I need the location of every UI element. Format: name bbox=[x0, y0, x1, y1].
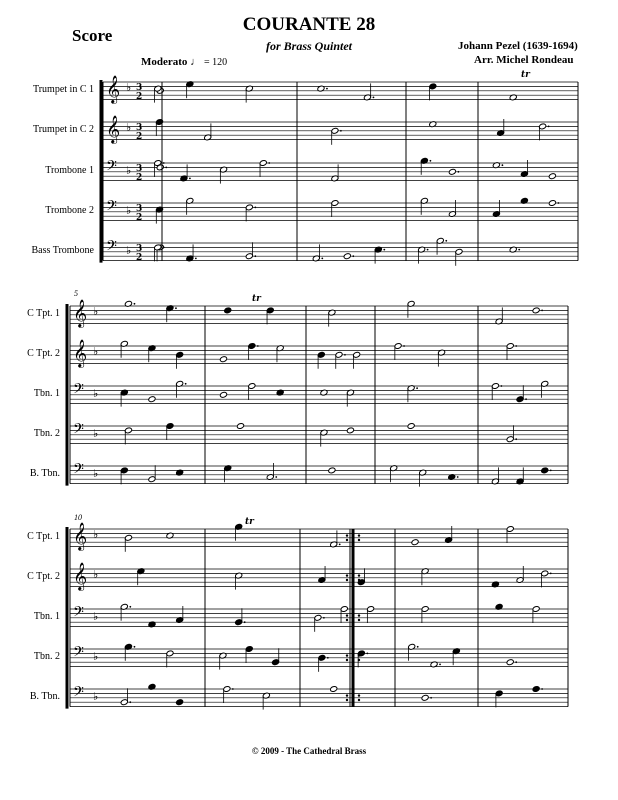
flat-icon: ♭ bbox=[126, 204, 132, 217]
dot bbox=[257, 345, 259, 347]
dot bbox=[458, 171, 460, 173]
dot bbox=[254, 255, 256, 257]
flat-icon: ♭ bbox=[93, 568, 99, 581]
repeat-dot bbox=[358, 619, 360, 621]
flat-icon: ♭ bbox=[126, 121, 132, 134]
dot bbox=[550, 470, 552, 472]
flat-icon: ♭ bbox=[93, 467, 99, 480]
bass-clef-icon: 𝄢 bbox=[106, 158, 117, 178]
repeat-dot bbox=[358, 574, 360, 576]
repeat-dot bbox=[358, 539, 360, 541]
measure-number: 10 bbox=[74, 513, 82, 522]
measure-number: 5 bbox=[74, 289, 78, 298]
treble-clef-icon: 𝄞 bbox=[73, 339, 88, 367]
dot bbox=[134, 646, 136, 648]
note-head bbox=[236, 423, 244, 430]
instrument-label: B. Tbn. bbox=[29, 468, 60, 479]
dot bbox=[558, 202, 560, 204]
dot bbox=[550, 573, 552, 575]
time-signature: 3 bbox=[136, 244, 143, 254]
note-head bbox=[411, 539, 419, 546]
note-head bbox=[219, 391, 227, 398]
flat-icon: ♭ bbox=[93, 528, 99, 541]
treble-clef-icon: 𝄞 bbox=[73, 562, 88, 590]
repeat-dot bbox=[346, 654, 348, 656]
repeat-dot bbox=[358, 654, 360, 656]
repeat-dot bbox=[358, 614, 360, 616]
repeat-dot bbox=[358, 699, 360, 701]
dot bbox=[501, 385, 503, 387]
dot bbox=[352, 255, 354, 257]
arranger-credit: Arr. Michel Rondeau bbox=[474, 54, 574, 66]
dot bbox=[373, 97, 375, 99]
dot bbox=[502, 164, 504, 166]
dot bbox=[244, 621, 246, 623]
note-head bbox=[541, 467, 549, 474]
bass-clef-icon: 𝄢 bbox=[73, 461, 84, 481]
treble-clef-icon: 𝄞 bbox=[73, 299, 88, 327]
composer-credit: Johann Pezel (1639-1694) bbox=[458, 40, 578, 52]
note-head bbox=[506, 659, 514, 666]
flat-icon: ♭ bbox=[126, 81, 132, 94]
dot bbox=[195, 258, 197, 260]
repeat-dot bbox=[346, 694, 348, 696]
instrument-label: Trumpet in C 2 bbox=[32, 124, 94, 135]
piece-title: COURANTE 28 bbox=[242, 14, 376, 35]
dot bbox=[163, 162, 165, 164]
note-head bbox=[532, 686, 540, 693]
note-head bbox=[532, 307, 540, 314]
dot bbox=[515, 661, 517, 663]
dot bbox=[254, 207, 256, 209]
note-head bbox=[548, 200, 556, 207]
time-signature: 3 bbox=[136, 83, 143, 93]
note-head bbox=[330, 686, 338, 693]
tempo-word: Moderato bbox=[141, 56, 188, 68]
instrument-label: Tbn. 1 bbox=[33, 611, 60, 622]
dot bbox=[366, 653, 368, 655]
dot bbox=[417, 646, 419, 648]
note-head bbox=[346, 427, 354, 434]
instrument-label: Trombone 1 bbox=[45, 165, 94, 176]
dot bbox=[416, 387, 418, 389]
trill-mark: tr bbox=[521, 70, 530, 80]
instrument-label: C Tpt. 2 bbox=[27, 348, 60, 359]
dot bbox=[268, 162, 270, 164]
repeat-dot bbox=[346, 534, 348, 536]
time-signature: 2 bbox=[136, 253, 143, 263]
dot bbox=[327, 657, 329, 659]
time-signature: 3 bbox=[136, 164, 143, 174]
repeat-dot bbox=[346, 619, 348, 621]
note-head bbox=[176, 699, 184, 706]
dot bbox=[457, 476, 459, 478]
note-head bbox=[407, 423, 415, 430]
instrument-label: C Tpt. 2 bbox=[27, 571, 60, 582]
note-head bbox=[148, 396, 156, 403]
bass-clef-icon: 𝄢 bbox=[73, 604, 84, 624]
bass-clef-icon: 𝄢 bbox=[106, 198, 117, 218]
dot bbox=[129, 701, 131, 703]
dot bbox=[323, 617, 325, 619]
dot bbox=[185, 383, 187, 385]
repeat-dot bbox=[346, 574, 348, 576]
time-signature: 2 bbox=[136, 213, 143, 223]
repeat-dot bbox=[358, 694, 360, 696]
dot bbox=[340, 130, 342, 132]
bass-clef-icon: 𝄢 bbox=[73, 644, 84, 664]
dot bbox=[134, 303, 136, 305]
instrument-label: Tbn. 1 bbox=[33, 388, 60, 399]
repeat-dot bbox=[358, 579, 360, 581]
flat-icon: ♭ bbox=[93, 387, 99, 400]
time-signature: 2 bbox=[136, 132, 143, 142]
repeat-dot bbox=[346, 614, 348, 616]
note-head bbox=[448, 168, 456, 175]
note-head bbox=[421, 694, 429, 701]
score-label: Score bbox=[72, 26, 113, 45]
copyright-footer: © 2009 - The Cathedral Brass bbox=[251, 746, 367, 756]
flat-icon: ♭ bbox=[93, 345, 99, 358]
treble-clef-icon: 𝄞 bbox=[106, 115, 121, 143]
flat-icon: ♭ bbox=[93, 610, 99, 623]
instrument-label: Trumpet in C 1 bbox=[32, 84, 94, 95]
trill-mark: tr bbox=[252, 294, 261, 304]
dot bbox=[275, 476, 277, 478]
dot bbox=[163, 247, 165, 249]
bass-clef-icon: 𝄢 bbox=[73, 381, 84, 401]
repeat-dot bbox=[358, 659, 360, 661]
instrument-label: C Tpt. 1 bbox=[27, 308, 60, 319]
flat-icon: ♭ bbox=[93, 305, 99, 318]
dot bbox=[427, 249, 429, 251]
bass-clef-icon: 𝄢 bbox=[106, 238, 117, 258]
trill-mark: tr bbox=[245, 517, 254, 527]
flat-icon: ♭ bbox=[93, 690, 99, 703]
dot bbox=[430, 160, 432, 162]
dot bbox=[518, 249, 520, 251]
dot bbox=[445, 240, 447, 242]
time-signature: 2 bbox=[136, 173, 143, 183]
repeat-dot bbox=[346, 539, 348, 541]
flat-icon: ♭ bbox=[126, 244, 132, 257]
dot bbox=[339, 544, 341, 546]
dot bbox=[344, 354, 346, 356]
flat-icon: ♭ bbox=[93, 650, 99, 663]
instrument-label: Tbn. 2 bbox=[33, 428, 60, 439]
treble-clef-icon: 𝄞 bbox=[73, 522, 88, 550]
dot bbox=[189, 178, 191, 180]
dot bbox=[175, 307, 177, 309]
repeat-dot bbox=[346, 699, 348, 701]
dot bbox=[232, 688, 234, 690]
note-head bbox=[224, 307, 232, 314]
quarter-note-icon: ♩ bbox=[190, 56, 202, 68]
dot bbox=[383, 249, 385, 251]
flat-icon: ♭ bbox=[93, 427, 99, 440]
dot bbox=[129, 606, 131, 608]
dot bbox=[548, 126, 550, 128]
dot bbox=[403, 345, 405, 347]
instrument-label: Tbn. 2 bbox=[33, 651, 60, 662]
repeat-dot bbox=[346, 659, 348, 661]
dot bbox=[430, 697, 432, 699]
note-head bbox=[343, 253, 351, 260]
note-head bbox=[548, 173, 556, 180]
bass-clef-icon: 𝄢 bbox=[73, 684, 84, 704]
dot bbox=[541, 688, 543, 690]
time-signature: 3 bbox=[136, 204, 143, 214]
dot bbox=[515, 438, 517, 440]
note-head bbox=[328, 467, 336, 474]
instrument-label: C Tpt. 1 bbox=[27, 531, 60, 542]
bass-clef-icon: 𝄢 bbox=[73, 421, 84, 441]
tempo-value: = 120 bbox=[203, 57, 228, 68]
treble-clef-icon: 𝄞 bbox=[106, 75, 121, 103]
time-signature: 3 bbox=[136, 123, 143, 133]
dot bbox=[439, 664, 441, 666]
dot bbox=[165, 167, 167, 169]
dot bbox=[515, 345, 517, 347]
dot bbox=[541, 310, 543, 312]
time-signature: 2 bbox=[136, 92, 143, 102]
repeat-dot bbox=[358, 534, 360, 536]
note-head bbox=[219, 356, 227, 363]
instrument-label: Trombone 2 bbox=[45, 205, 94, 216]
piece-subtitle: for Brass Quintet bbox=[265, 39, 353, 53]
instrument-label: B. Tbn. bbox=[29, 691, 60, 702]
dot bbox=[326, 88, 328, 90]
flat-icon: ♭ bbox=[126, 164, 132, 177]
dot bbox=[321, 258, 323, 260]
repeat-dot bbox=[346, 579, 348, 581]
instrument-label: Bass Trombone bbox=[31, 245, 94, 256]
dot bbox=[525, 398, 527, 400]
